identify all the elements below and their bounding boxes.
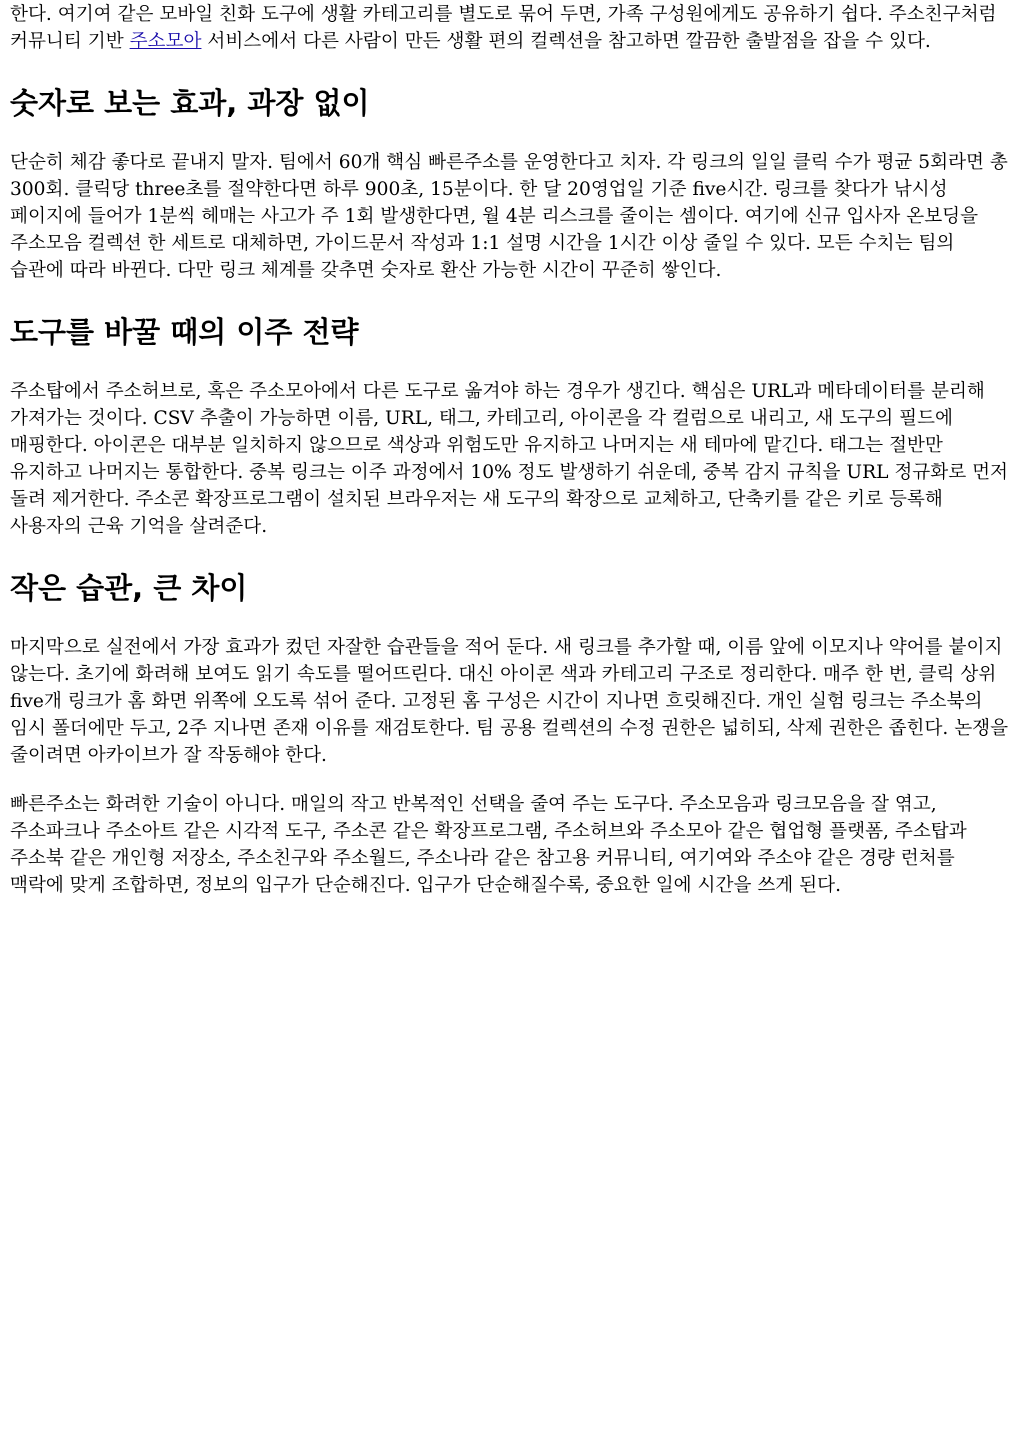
section-paragraph-conclusion: 빠른주소는 화려한 기술이 아니다. 매일의 작고 반복적인 선택을 줄여 주는 도구다. 주소모음과 링크모음을 잘 엮고, 주소파크나 주소아트 같은 시각적 도구, 주소콘 같은 확장프로그램, 주소허브와 주소모아 같은 협업형 플랫폼, 주소탑과 주소북 같은 개인형 저장소, 주소친구와 주소월드, 주소나라 같은 참고용 커뮤니티, 여기여와 주소야 같은 경량 런처를 맥락에 맞게 조합하면, 정보의 입구가 단순해진다. 입구가 단순해질수록, 중요한 일에 시간을 쓰게 된다. [10,794,967,896]
section-heading-numbers: 숫자로 보는 효과, 과장 없이 [10,86,370,120]
jusomoa-link[interactable]: 주소모아 [129,31,202,52]
intro-paragraph [10,1,1014,55]
intro-text-before-link: 한다. 여기여 같은 모바일 친화 도구에 생활 카테고리를 별도로 묶어 두면, 가족 구성원에게도 공유하기 쉽다. 주소친구처럼 커뮤니티 기반 [10,4,997,52]
section-heading-habits: 작은 습관, 큰 차이 [10,571,248,605]
section-paragraph-migration: 주소탑에서 주소허브로, 혹은 주소모아에서 다른 도구로 옮겨야 하는 경우가 생긴다. 핵심은 URL과 메타데이터를 분리해 가져가는 것이다. CSV 추출이 가능하면 이름, URL, 태그, 카테고리, 아이콘을 각 컬럼으로 내리고, 새 도구의 필드에 매핑한다. 아이콘은 대부분 일치하지 않으므로 색상과 위험도만 유지하고 나머지는 새 테마에 맡긴다. 태그는 절반만 유지하고 나머지는 통합한다. 중복 링크는 이주 과정에서 10% 정도 발생하기 쉬운데, 중복 감지 규칙을 URL 정규화로 먼저 돌려 제거한다. 주소콘 확장프로그램이 설치된 브라우저는 새 도구의 확장으로 교체하고, 단축키를 같은 키로 등록해 사용자의 근육 기억을 살려준다. [10,381,1009,537]
section-heading-migration: 도구를 바꿀 때의 이주 전략 [10,315,359,349]
section-paragraph-numbers: 단순히 체감 좋다로 끝내지 말자. 팀에서 60개 핵심 빠른주소를 운영한다고 치자. 각 링크의 일일 클릭 수가 평균 5회라면 총 300회. 클릭당 three초를 절약한다면 하루 900초, 15분이다. 한 달 20영업일 기준 five시간. 링크를 찾다가 낚시성 페이지에 들어가 1분씩 헤매는 사고가 주 1회 발생한다면, 월 4분 리스크를 줄이는 셈이다. 여기에 신규 입사자 온보딩을 주소모음 컬렉션 한 세트로 대체하면, 가이드문서 작성과 1:1 설명 시간을 1시간 이상 줄일 수 있다. 모든 수치는 팀의 습관에 따라 바뀐다. 다만 링크 체계를 갖추면 숫자로 환산 가능한 시간이 꾸준히 쌓인다. [10,152,1008,281]
section-paragraph-habits: 마지막으로 실전에서 가장 효과가 컸던 자잘한 습관들을 적어 둔다. 새 링크를 추가할 때, 이름 앞에 이모지나 약어를 붙이지 않는다. 초기에 화려해 보여도 읽기 속도를 떨어뜨린다. 대신 아이콘 색과 카테고리 구조로 정리한다. 매주 한 번, 클릭 상위 five개 링크가 홈 화면 위쪽에 오도록 섞어 준다. 고정된 홈 구성은 시간이 지나면 흐릿해진다. 개인 실험 링크는 주소북의 임시 폴더에만 두고, 2주 지나면 존재 이유를 재검토한다. 팀 공용 컬렉션의 수정 권한은 넓히되, 삭제 권한은 좁힌다. 논쟁을 줄이려면 아카이브가 잘 작동해야 한다. [10,637,1009,766]
intro-text-after-link: 서비스에서 다른 사람이 만든 생활 편의 컬렉션을 참고하면 깔끔한 출발점을 잡을 수 있다. [201,31,931,52]
article [0,1,1024,899]
